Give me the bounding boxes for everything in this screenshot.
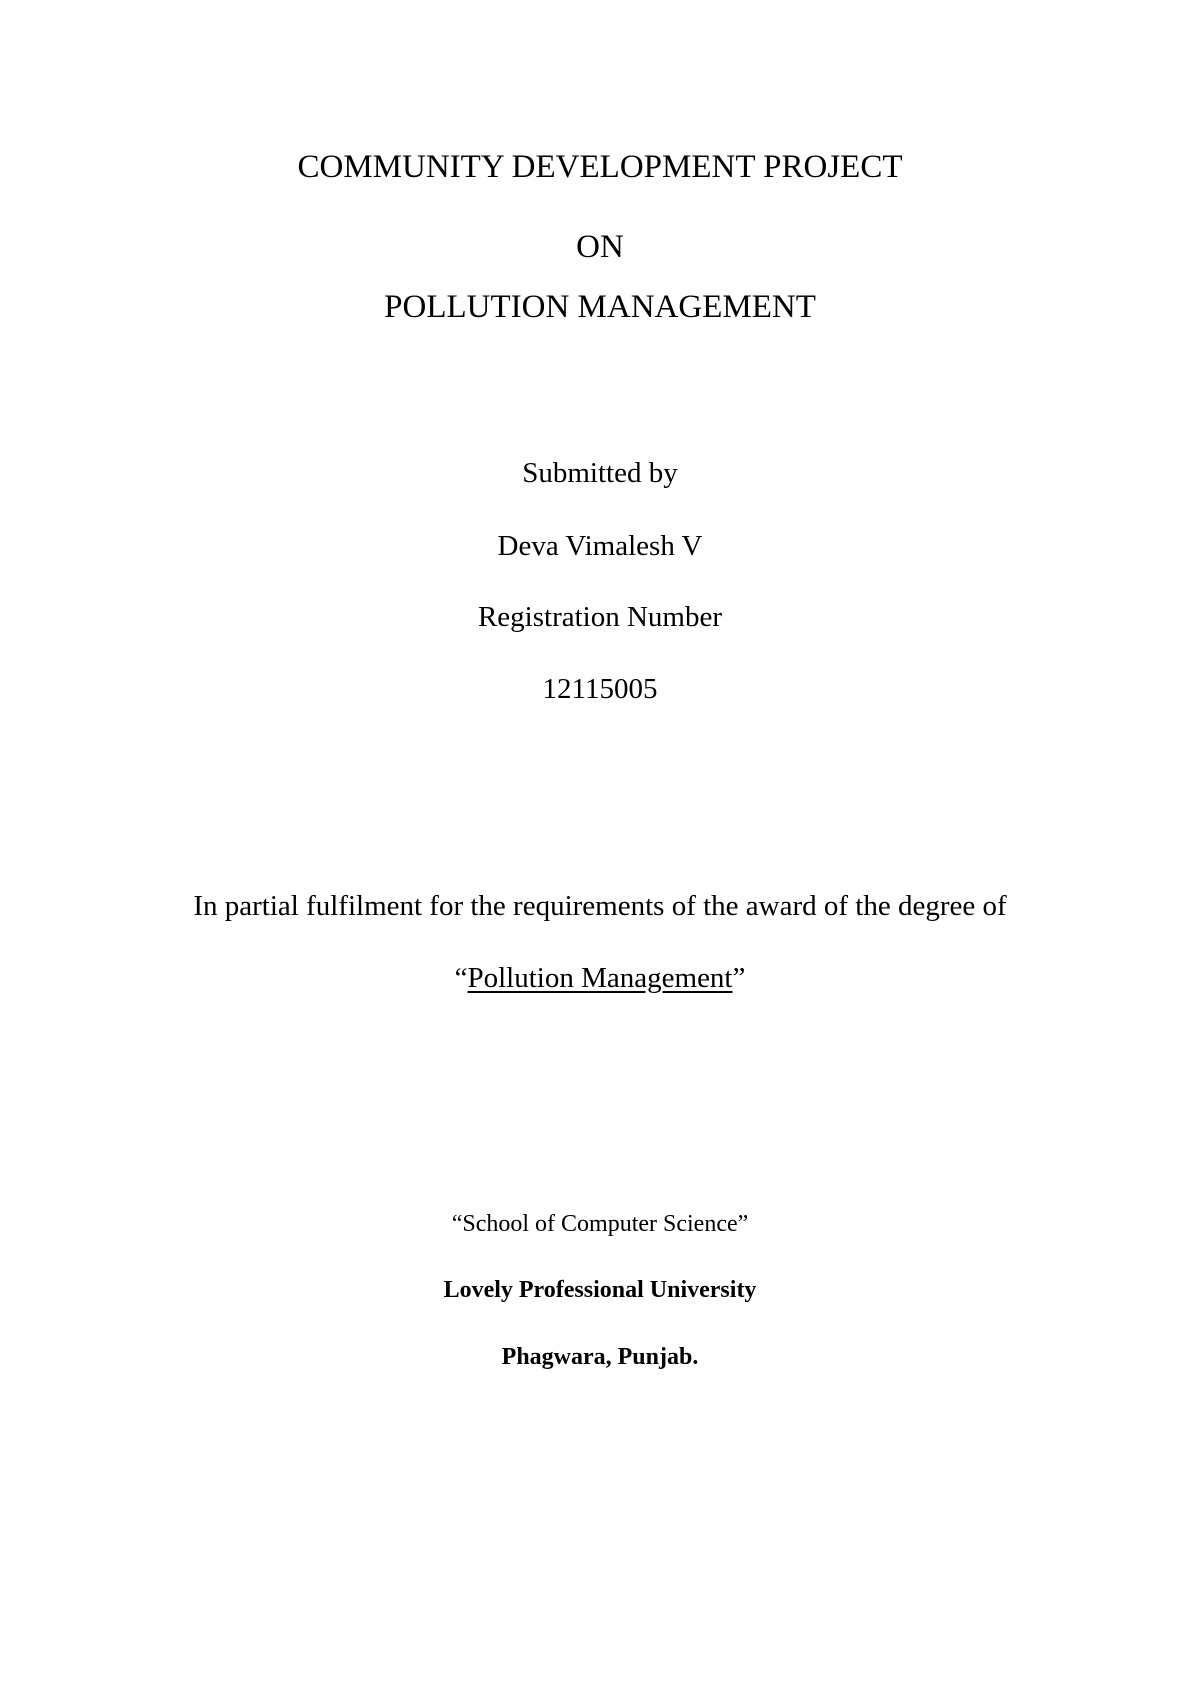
degree-line — [0, 964, 1200, 993]
degree-open-quote: “ — [454, 962, 468, 994]
submitted-by-label: Submitted by — [522, 457, 678, 489]
title-line-3: POLLUTION MANAGEMENT — [384, 289, 816, 325]
degree-close-quote: ” — [732, 962, 746, 994]
school-name: “School of Computer Science” — [451, 1211, 749, 1237]
fulfilment-text: In partial fulfilment for the requirements of the award of the degree of — [193, 890, 1007, 922]
university-location: Phagwara, Punjab. — [501, 1344, 699, 1370]
degree-name: Pollution Management — [467, 962, 733, 994]
author-name: Deva Vimalesh V — [497, 530, 703, 562]
registration-label: Registration Number — [477, 601, 723, 633]
registration-number: 12115005 — [542, 673, 658, 705]
university-name: Lovely Professional University — [443, 1277, 757, 1303]
title-line-1: COMMUNITY DEVELOPMENT PROJECT — [297, 149, 903, 185]
title-line-2: ON — [576, 229, 624, 265]
